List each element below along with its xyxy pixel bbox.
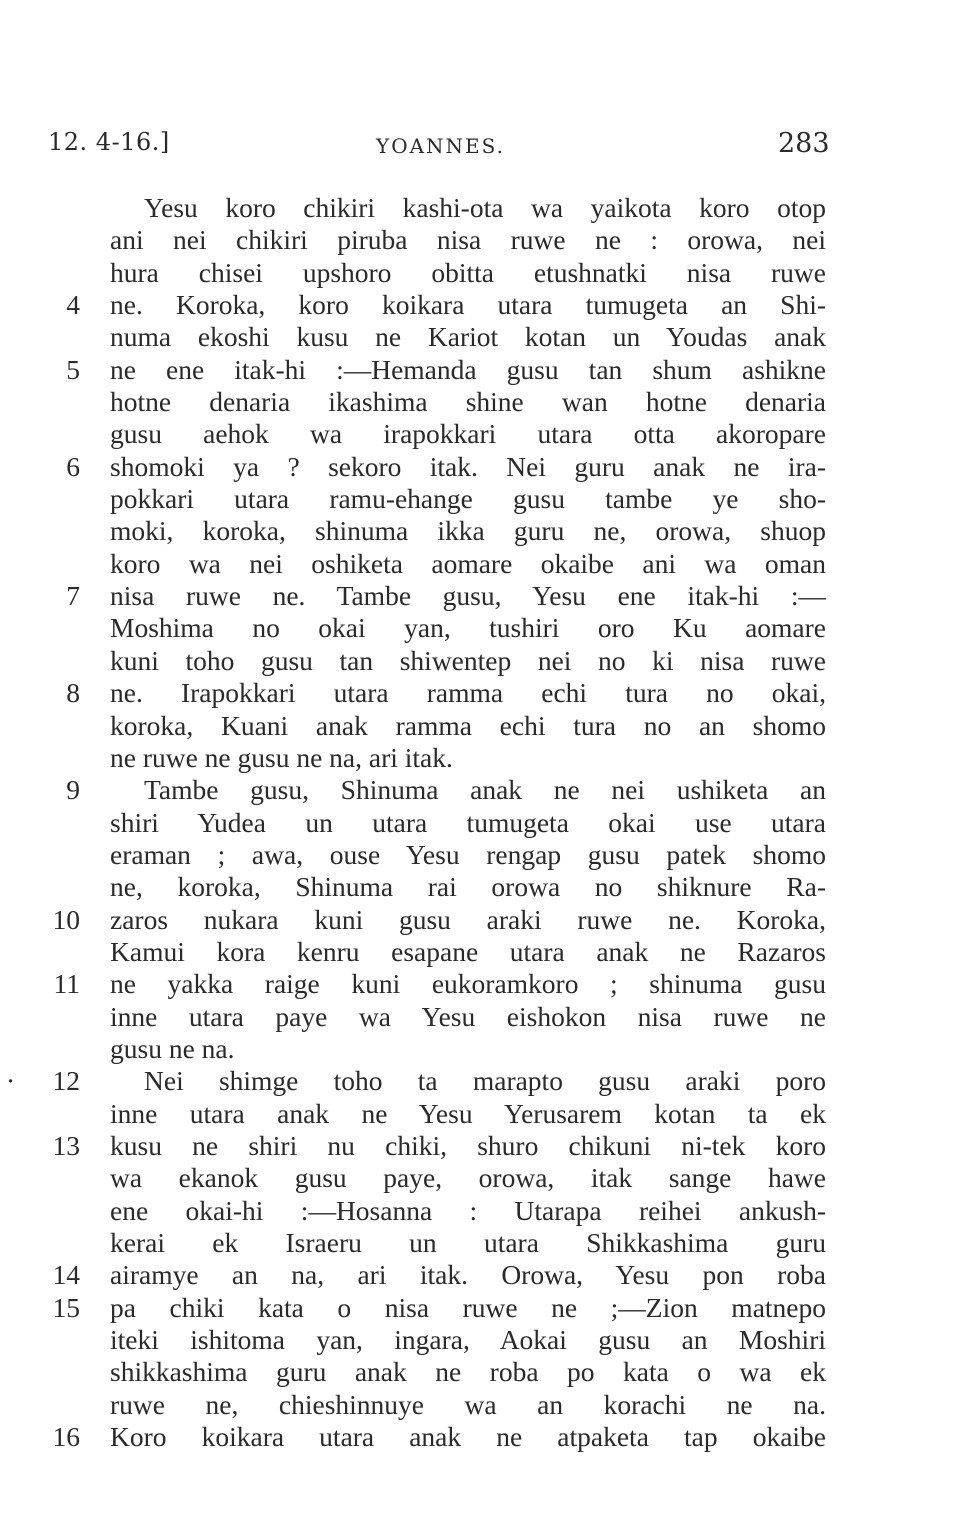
text-line (0, 483, 960, 515)
text-line (0, 1195, 960, 1227)
text-line (0, 677, 960, 709)
text-line (0, 1324, 960, 1356)
line-text: eraman ; awa, ouse Yesu rengap gusu patek shomo (110, 838, 826, 870)
text-line (0, 451, 960, 483)
verse-number: 16 (52, 1421, 80, 1453)
line-text: shiri Yudea un utara tumugeta okai use utara (110, 806, 826, 838)
text-line (0, 289, 960, 321)
line-text: gusu aehok wa irapokkari utara otta akoropare (110, 418, 826, 450)
line-text: inne utara anak ne Yesu Yerusarem kotan ta ek (110, 1097, 826, 1129)
verse-number: 10 (52, 903, 80, 935)
line-text: ne ruwe ne gusu ne na, ari itak. (110, 741, 453, 773)
line-text: Tambe gusu, Shinuma anak ne nei ushiketa an (144, 774, 826, 806)
line-text: ne ene itak-hi :—Hemanda gusu tan shum ashikne (110, 353, 826, 385)
text-line (0, 1421, 960, 1453)
line-text: iteki ishitoma yan, ingara, Aokai gusu an Moshiri (110, 1324, 826, 1356)
line-text: kuni toho gusu tan shiwentep nei no ki nisa ruwe (110, 644, 826, 676)
verse-number: 14 (52, 1259, 80, 1291)
line-text: ne. Irapokkari utara ramma echi tura no okai, (110, 677, 826, 709)
verse-number: 7 (66, 580, 80, 612)
line-text: koro wa nei oshiketa aomare okaibe ani wa oman (110, 547, 826, 579)
line-text: kusu ne shiri nu chiki, shuro chikuni ni-tek koro (110, 1129, 826, 1161)
text-line (0, 742, 960, 774)
text-line (0, 321, 960, 353)
text-line (0, 1389, 960, 1421)
line-text: ruwe ne, chieshinnuye wa an korachi ne na. (110, 1388, 826, 1420)
text-line (0, 224, 960, 256)
line-text: pa chiki kata o nisa ruwe ne ;—Zion matnepo (110, 1291, 826, 1323)
text-line (0, 1162, 960, 1194)
text-line (0, 386, 960, 418)
line-text: Moshima no okai yan, tushiri oro Ku aomare (110, 612, 826, 644)
line-text: shikkashima guru anak ne roba po kata o wa ek (110, 1356, 826, 1388)
text-line (0, 548, 960, 580)
text-line (0, 1227, 960, 1259)
text-line (0, 515, 960, 547)
line-text: numa ekoshi kusu ne Kariot kotan un Youdas anak (110, 321, 826, 353)
verse-number: 8 (66, 677, 80, 709)
line-text: nisa ruwe ne. Tambe gusu, Yesu ene itak-hi :— (110, 580, 826, 612)
line-text: hotne denaria ikashima shine wan hotne denaria (110, 386, 826, 418)
text-line (0, 904, 960, 936)
verse-number: 12 (52, 1065, 80, 1097)
running-header (0, 128, 960, 168)
text-line (0, 710, 960, 742)
verse-number: 11 (53, 968, 80, 1000)
line-text: pokkari utara ramu-ehange gusu tambe ye sho- (110, 483, 826, 515)
line-text: Nei shimge toho ta marapto gusu araki poro (144, 1065, 826, 1097)
line-text: inne utara paye wa Yesu eishokon nisa ruwe ne (110, 1000, 826, 1032)
verse-number: 9 (66, 774, 80, 806)
line-text: zaros nukara kuni gusu araki ruwe ne. Koroka, (110, 903, 826, 935)
text-line (0, 580, 960, 612)
text-line (0, 1259, 960, 1291)
line-text: ne. Koroka, koro koikara utara tumugeta an Shi- (110, 289, 826, 321)
text-line (0, 1356, 960, 1388)
text-line (0, 1065, 960, 1097)
text-line (0, 774, 960, 806)
chapter-verse-reference: 12. 4-16.] (48, 128, 170, 156)
margin-mark: · (6, 1065, 16, 1097)
line-text: Kamui kora kenru esapane utara anak ne Razaros (110, 935, 826, 967)
page-number: 283 (778, 128, 830, 159)
line-text: airamye an na, ari itak. Orowa, Yesu pon roba (110, 1259, 826, 1291)
line-text: moki, koroka, shinuma ikka guru ne, orowa, shuop (110, 515, 826, 547)
text-line (0, 839, 960, 871)
text-line (0, 1001, 960, 1033)
verse-number: 13 (52, 1129, 80, 1161)
text-line (0, 1130, 960, 1162)
text-line (0, 871, 960, 903)
text-line (0, 192, 960, 224)
text-line (0, 354, 960, 386)
text-line (0, 968, 960, 1000)
verse-number: 5 (66, 353, 80, 385)
text-line (0, 257, 960, 289)
verse-number: 15 (52, 1291, 80, 1323)
line-text: hura chisei upshoro obitta etushnatki nisa ruwe (110, 256, 826, 288)
text-line (0, 645, 960, 677)
line-text: shomoki ya ? sekoro itak. Nei guru anak ne ira- (110, 450, 826, 482)
book-title: YOANNES. (376, 134, 505, 158)
line-text: ne yakka raige kuni eukoramkoro ; shinuma gusu (110, 968, 826, 1000)
scripture-text (0, 192, 960, 1453)
line-text: koroka, Kuani anak ramma echi tura no an shomo (110, 709, 826, 741)
line-text: wa ekanok gusu paye, orowa, itak sange hawe (110, 1162, 826, 1194)
line-text: Yesu koro chikiri kashi-ota wa yaikota koro otop (144, 192, 826, 223)
line-text: ani nei chikiri piruba nisa ruwe ne : orowa, nei (110, 224, 826, 256)
text-line (0, 936, 960, 968)
text-line (0, 1292, 960, 1324)
line-text: kerai ek Israeru un utara Shikkashima guru (110, 1227, 826, 1258)
line-text: gusu ne na. (110, 1032, 235, 1064)
verse-number: 6 (66, 450, 80, 482)
line-text: ene okai-hi :—Hosanna : Utarapa reihei ankush- (110, 1194, 826, 1226)
text-line (0, 612, 960, 644)
text-line (0, 1033, 960, 1065)
line-text: Koro koikara utara anak ne atpaketa tap okaibe (110, 1421, 826, 1453)
verse-number: 4 (66, 289, 80, 321)
text-line (0, 807, 960, 839)
text-line (0, 1098, 960, 1130)
line-text: ne, koroka, Shinuma rai orowa no shiknure Ra- (110, 871, 826, 903)
text-line (0, 418, 960, 450)
